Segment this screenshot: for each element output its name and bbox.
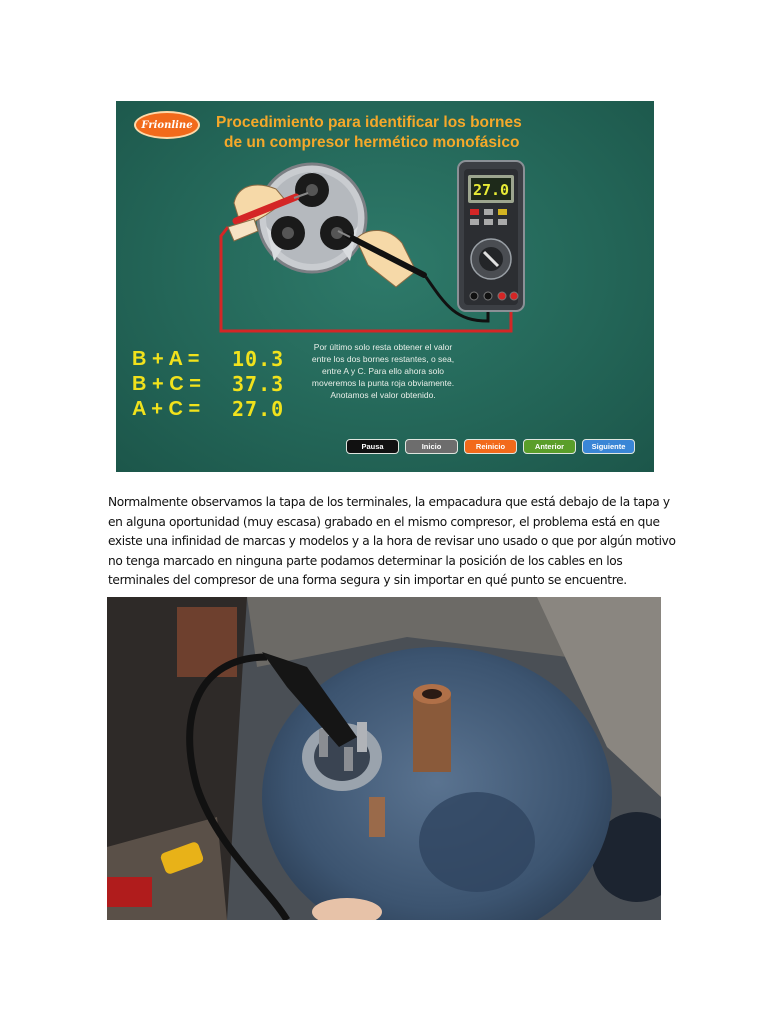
restart-button[interactable]: Reinicio	[464, 439, 517, 454]
formula-label: B + C =	[132, 373, 201, 395]
formula-value: 37.3	[232, 372, 285, 396]
previous-button[interactable]: Anterior	[523, 439, 576, 454]
slide-instruction-note	[288, 341, 478, 401]
multimeter-icon	[458, 161, 524, 311]
meter-display: 27.0	[472, 181, 510, 199]
formula-value: 27.0	[232, 397, 285, 421]
next-button[interactable]: Siguiente	[582, 439, 635, 454]
slide-title-line-1: Procedimiento para identificar los bornes	[216, 114, 522, 131]
paragraph-line: en alguna oportunidad (muy escasa) grabado en el mismo compresor, el problema está en que	[108, 514, 660, 529]
note-line: moveremos la punta roja obviamente.	[311, 378, 455, 388]
note-line: Anotamos el valor obtenido.	[330, 390, 436, 400]
home-button[interactable]: Inicio	[405, 439, 458, 454]
compressor-photo-illustration	[107, 597, 661, 920]
paragraph-line: terminales del compresor de una forma segura y sin importar en qué punto se encuentre.	[108, 573, 627, 587]
body-paragraph	[108, 493, 676, 591]
compressor-photo	[107, 597, 661, 920]
terminal-plate-icon	[258, 164, 366, 272]
formula-label: B + A =	[132, 348, 200, 370]
resistance-formulas	[132, 347, 284, 422]
formula-row	[132, 372, 284, 397]
right-hand-probe	[338, 230, 424, 287]
slide-title-line-2: de un compresor hermético monofásico	[224, 134, 520, 151]
slide-title	[216, 113, 556, 153]
note-line: Por último solo resta obtener el valor	[313, 342, 453, 352]
frionline-logo: Frionline	[134, 111, 200, 139]
slide-navigation-bar	[346, 439, 635, 454]
paragraph-line: existe una infinidad de marcas y modelos y a la hora de revisar uno usado o que por algún motivo	[108, 534, 676, 548]
paragraph-line: Normalmente observamos la tapa de los terminales, la empacadura que está debajo de la tapa y	[108, 495, 670, 509]
note-line: entre A y C. Para ello ahora solo	[322, 366, 444, 376]
formula-row	[132, 397, 284, 422]
formula-row	[132, 347, 284, 372]
formula-value: 10.3	[232, 347, 285, 371]
slide-figure	[116, 101, 654, 472]
note-line: entre los dos bornes restantes, o sea,	[311, 354, 455, 364]
paragraph-line: no tenga marcado en ninguna parte podamos determinar la posición de los cables en los	[108, 553, 623, 568]
formula-label: A + C =	[132, 398, 201, 420]
pause-button[interactable]: Pausa	[346, 439, 399, 454]
